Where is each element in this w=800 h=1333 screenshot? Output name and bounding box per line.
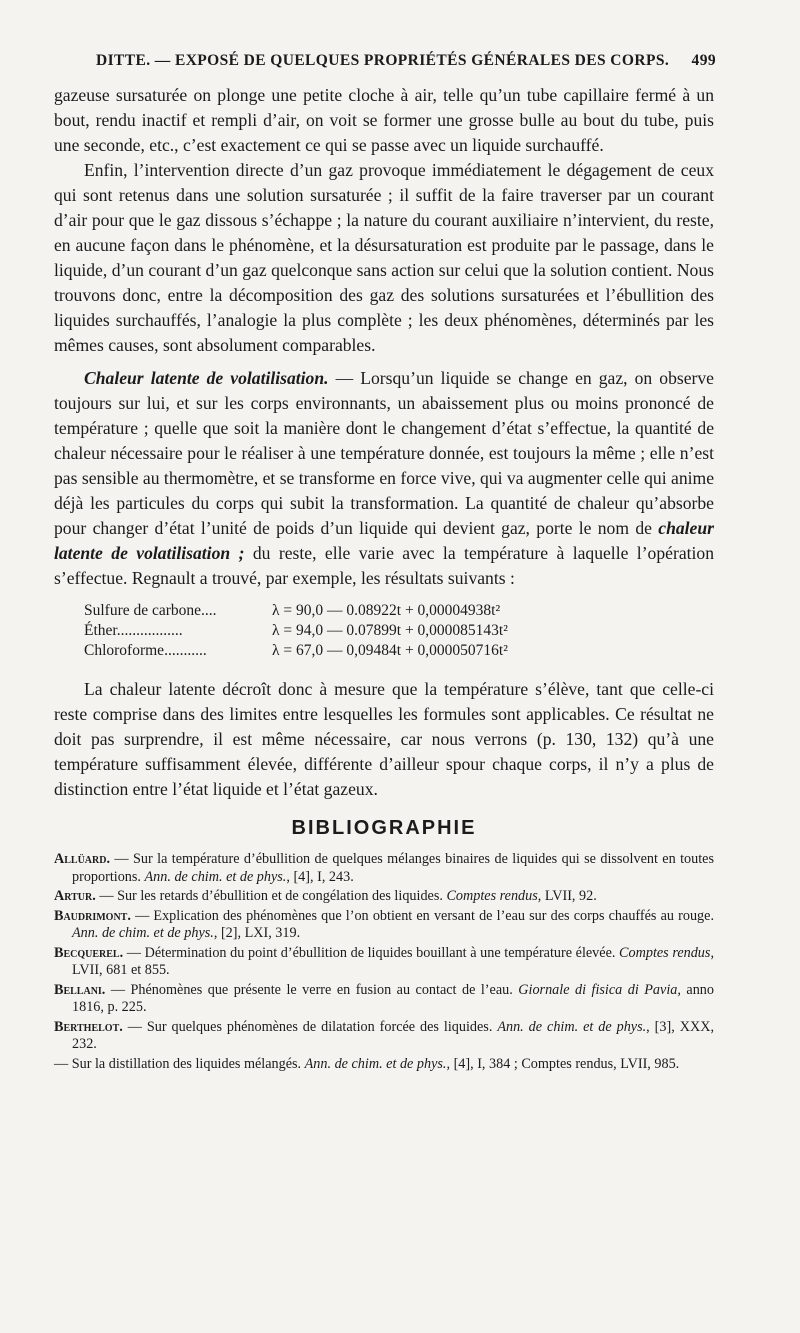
entry-ref: , [3], XXX, 232. [72, 1018, 714, 1052]
formula: λ = 90,0 — 0.08922t + 0,0000493​8t² [272, 602, 501, 619]
bibliography-title: BIBLIOGRAPHIE [291, 817, 477, 839]
formula-table [84, 601, 714, 661]
term-emphasis: chaleur latente de volatilisation ; [54, 518, 714, 563]
bibliography-entry [54, 908, 714, 943]
entry-text: — Détermination du point d’ébullition de liquides bouillant à une température élevée. [123, 944, 620, 961]
entry-author: Berthelot. [54, 1018, 123, 1035]
entry-text: — Explication des phénomènes que l’on obtient en versant de l’eau sur des corps chauffés au rouge. [130, 907, 714, 924]
formula: λ = 67,0 — 0,09484t + 0,0000507​16t² [272, 642, 508, 659]
entry-author: Allüard. [54, 851, 111, 867]
formula-row [84, 641, 714, 661]
entry-source: Comptes rendus [446, 888, 538, 904]
entry-author: Artur. [54, 888, 96, 904]
entry-text: — Sur les retards d’ébullition et de congélation des liquides. [95, 888, 447, 904]
running-header [96, 52, 716, 70]
substance-name: Sulfure de carbone.... [84, 602, 217, 619]
bibliography-entry [54, 1056, 714, 1074]
entry-author: Becquerel. [54, 944, 124, 961]
bibliography-entry [54, 888, 714, 906]
entry-source: Ann. de chim. et de phys. [144, 868, 287, 885]
substance-name: Chloroforme........... [84, 642, 207, 659]
bibliography-list [54, 851, 714, 1073]
bibliography-entry [54, 945, 714, 980]
paragraph-text: du reste, elle varie avec la température à laquelle l’opération s’effectue. Regnault a trouvé, par exemple, les résultats suivants : [54, 543, 714, 588]
entry-source: Ann. de chim. et de phys. [497, 1018, 647, 1035]
formula-row [84, 621, 714, 641]
entry-text: — Sur la température d’ébullition de quelques mélanges binaires de liquides qui se dissolvent en toutes proportions. [72, 851, 714, 885]
bibliography-entry [54, 851, 714, 886]
entry-source: Giornale di fisica di Pavia, [518, 981, 681, 998]
entry-text: — Sur quelques phénomènes de dilatation forcée des liquides. [122, 1018, 498, 1035]
formula: λ = 94,0 — 0.07899t + 0,000085143t² [272, 622, 508, 639]
page-number: 499 [691, 52, 716, 69]
entry-author: Baudrimont. [54, 907, 131, 924]
bibliography-entry [54, 1019, 714, 1054]
entry-source: Ann. de chim. et de phys. [72, 925, 214, 941]
entry-ref: , [4], I, 384 ; Comptes rendus, LVII, 985. [446, 1055, 680, 1072]
entry-text: — Sur la distillation des liquides mélangés. [54, 1055, 305, 1072]
entry-text: — Phénomènes que présente le verre en fusion au contact de l’eau. [105, 981, 519, 998]
substance-name: Éther................. [84, 622, 183, 639]
paragraph: gazeuse sursaturée on plonge une petite cloche à air, telle qu’un tube capillaire fermé à un bout, rendu inactif et rempli d’air, on voit se former une grosse bulle au bout du tube, puis une seconde, etc., c’est exactement ce qui se passe avec un liquide surchauffé. [54, 85, 714, 155]
bibliography-entry [54, 982, 714, 1017]
running-title: DITTE. — EXPOSÉ DE QUELQUES PROPRIÉTÉS GÉNÉRALES DES CORPS. [96, 52, 670, 69]
entry-ref: , LVII, 681 et 855. [72, 944, 714, 978]
entry-author: Bellani. [54, 981, 106, 998]
paragraph-text: — Lorsqu’un liquide se change en gaz, on observe toujours sur lui, et sur les corps environnants, un abaissement plus ou moins prononcé de température ; quelle que soit la manière dont le changement d’état s’effectue, la quantité de chaleur nécessaire pour le réaliser à une température donnée, est toujours la même ; elle n’est pas sensible au thermomètre, et se transforme en force vive, qui va augmenter celle qui anime déjà les particules du corps qui subit la transformation. La quantité de chaleur qu’absorbe pour changer d’état l’unité de poids d’un liquide qui devient gaz, porte le nom de [54, 368, 714, 538]
entry-ref: , LVII, 92. [537, 888, 597, 904]
entry-source: Ann. de chim. et de phys. [304, 1055, 447, 1072]
paragraph: La chaleur latente décroît donc à mesure que la température s’élève, tant que celle-ci reste comprise dans des limites entre lesquelles les formules sont applicables. Ce résultat ne doit pas surprendre, il est même nécessaire, car nous verrons (p. 130, 132) qu’à une température suffisamment élevée, différente d’ailleur spour chaque corps, il n’y a plus de distinction entre l’état liquide et l’état gazeux. [54, 679, 714, 799]
paragraph-latent-heat [54, 366, 714, 591]
entry-source: Comptes rendus [619, 944, 711, 961]
paragraph: Enfin, l’intervention directe d’un gaz provoque immédiatement le dégagement de ceux qui sont retenus dans une solution sursaturée ; il suffit de la faire traverser par un courant d’air pour que le gaz dissous s’échappe ; la nature du courant auxiliaire n’intervient, du reste, en aucune façon dans le phénomène, et la désursaturation est produite par le passage, dans le liquide, d’un courant d’un gaz quelconque sans action sur celui que la solution contient. Nous trouvons donc, entre la décomposition des gaz des solutions sursaturées et l’ébullition des liquides surchauffés, l’analogie la plus complète ; les deux phénomènes, déterminés par les mêmes causes, sont absolument comparables. [54, 160, 714, 355]
body-text [54, 83, 714, 1075]
entry-ref: anno 1816, p. 225. [72, 981, 714, 1015]
formula-row [84, 601, 714, 621]
entry-ref: , [4], I, 243. [286, 868, 354, 885]
entry-ref: , [2], LXI, 319. [213, 925, 301, 941]
section-heading: Chaleur latente de volatilisation. [84, 368, 329, 388]
